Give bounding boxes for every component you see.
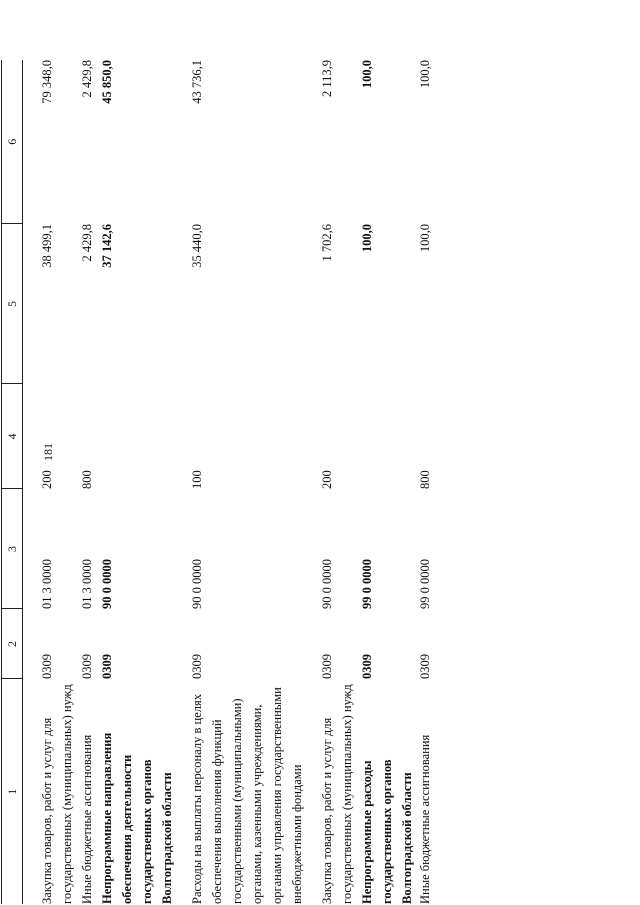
row-section-code: 0309 — [360, 654, 374, 679]
row-amount-5: 37 142,6 — [100, 224, 114, 268]
table-row — [77, 60, 97, 904]
row-amount-6: 2 113,9 — [320, 60, 334, 98]
row-target-code: 99 0 0000 — [418, 559, 432, 609]
row-expense-type — [357, 384, 417, 489]
row-section-code: 0309 — [320, 654, 334, 679]
row-target-code: 90 0 0000 — [100, 559, 114, 609]
row-target-code: 01 3 0000 — [40, 559, 54, 609]
row-name: Непрограммные расходы государственных органов Волгоградской области — [360, 759, 414, 904]
table-row — [177, 60, 307, 904]
row-expense-type: 800 — [418, 470, 432, 489]
row-amount-6: 100,0 — [360, 60, 374, 89]
column-header-2: 2 — [2, 609, 23, 679]
table-header-row — [2, 60, 23, 904]
row-section-code: 0309 — [100, 654, 114, 679]
column-header-1: 1 — [2, 679, 23, 904]
row-amount-6: 45 850,0 — [100, 60, 114, 104]
column-header-4: 4 — [2, 384, 23, 489]
row-name: Закупка товаров, работ и услуг для государственных (муниципальных) нужд — [320, 684, 354, 904]
row-amount-5: 38 499,1 — [40, 224, 54, 268]
row-amount-5: 100,0 — [418, 224, 432, 253]
row-target-code: 90 0 0000 — [190, 559, 204, 609]
row-expense-type: 200 — [320, 470, 334, 489]
row-name: Иные бюджетные ассигнования — [80, 734, 94, 904]
row-amount-5: 1 702,6 — [320, 224, 334, 262]
row-amount-5: 35 440,0 — [190, 224, 204, 268]
row-section-code: 0309 — [190, 654, 204, 679]
row-section-code: 0309 — [80, 654, 94, 679]
row-target-code: 01 3 0000 — [80, 559, 94, 609]
page-number: 181 — [41, 443, 55, 461]
table-row — [357, 60, 417, 904]
table-row — [307, 60, 357, 904]
budget-table — [1, 60, 433, 904]
row-section-code: 0309 — [418, 654, 432, 679]
table-row — [417, 60, 433, 904]
row-amount-6: 2 429,8 — [80, 60, 94, 98]
row-expense-type — [97, 384, 177, 489]
row-expense-type: 100 — [190, 470, 204, 489]
row-amount-6: 43 736,1 — [190, 60, 204, 104]
row-amount-6: 79 348,0 — [40, 60, 54, 104]
column-header-5: 5 — [2, 224, 23, 384]
table-row — [97, 60, 177, 904]
row-name: Закупка товаров, работ и услуг для государственных (муниципальных) нужд — [40, 684, 74, 904]
row-name: Иные бюджетные ассигнования — [418, 734, 432, 904]
rotated-table-sheet — [1, 60, 611, 904]
row-target-code: 99 0 0000 — [360, 559, 374, 609]
row-amount-5: 2 429,8 — [80, 224, 94, 262]
column-header-3: 3 — [2, 489, 23, 609]
row-expense-type: 200 — [40, 470, 54, 489]
row-amount-5: 100,0 — [360, 224, 374, 253]
row-amount-6: 100,0 — [418, 60, 432, 89]
row-expense-type: 800 — [80, 470, 94, 489]
row-target-code: 90 0 0000 — [320, 559, 334, 609]
column-header-6: 6 — [2, 60, 23, 224]
table-row — [23, 60, 78, 904]
row-section-code: 0309 — [40, 654, 54, 679]
row-name: Непрограммные направления обеспечения деятельности государственных органов Волгоградской области — [100, 732, 174, 904]
row-name: Расходы на выплаты персоналу в целях обеспечения выполнения функций государственными (муниципальными) органами, казенными учреждениями, органами управления государственными внебюджетными фондами — [190, 687, 304, 904]
